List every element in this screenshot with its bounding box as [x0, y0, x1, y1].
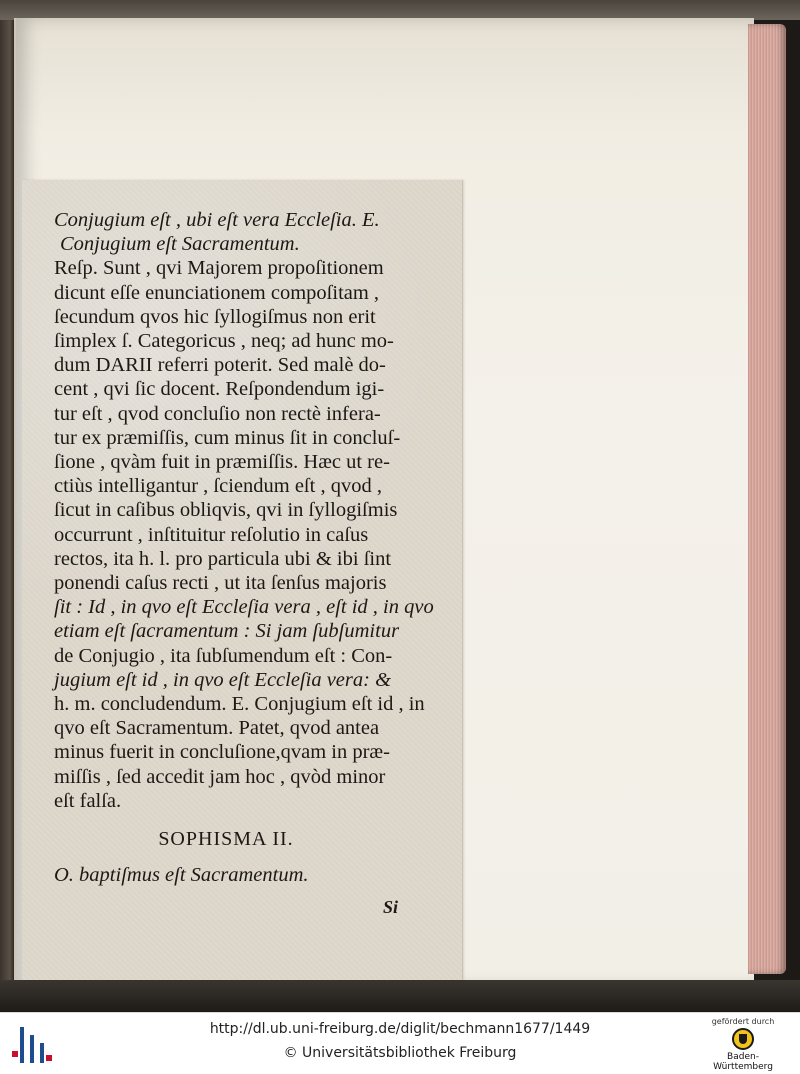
text-line: Reſp. Sunt , qvi Majorem propoſitionem: [54, 257, 384, 280]
catchword: Si: [382, 897, 398, 918]
text-line: de Conjugio , ita ſubſumendum eſt : Con-: [54, 644, 393, 667]
text-line: tur ex præmiſſis, cum minus ſit in concluſ-: [54, 426, 401, 449]
funder-name: Baden-Württemberg: [713, 1052, 773, 1072]
permalink[interactable]: http://dl.ub.uni-freiburg.de/diglit/bechmann1677/1449: [209, 1021, 591, 1037]
printed-slip: [22, 180, 463, 980]
funder-label: gefördert durch: [711, 1017, 775, 1026]
text-line: ſicut in caſibus obliqvis, qvi in ſyllogiſmis: [54, 499, 398, 522]
text-line: ctiùs intelligantur , ſciendum eſt , qvod ,: [54, 475, 382, 498]
text-line: rectos, ita h. l. pro particula ubi & ibi ſint: [54, 547, 392, 570]
text-line: ſit : Id , in qvo eſt Eccleſia vera , eſt id , in qvo: [54, 596, 434, 619]
section-heading: SOPHISMA II.: [158, 828, 294, 851]
text-line: cent , qvi ſic docent. Reſpondendum igi-: [54, 378, 385, 401]
page-text: [54, 208, 434, 920]
state-emblem-icon: [732, 1028, 754, 1050]
text-line: occurrunt , inſtituitur reſolutio in caſus: [54, 523, 369, 546]
text-line: miſſis , ſed accedit jam hoc , qvòd minor: [54, 765, 386, 788]
page-edges: [748, 24, 786, 974]
text-line: h. m. concludendum. E. Conjugium eſt id , in: [54, 693, 425, 716]
text-line: jugium eſt id , in qvo eſt Eccleſia vera: &: [54, 668, 392, 691]
text-line: ſione , qvàm fuit in præmiſſis. Hæc ut re-: [54, 451, 390, 474]
copyright-notice: © Universitätsbibliothek Freiburg: [283, 1045, 517, 1061]
text-line: Conjugium eſt Sacramentum.: [60, 233, 300, 256]
text-line: ponendi caſus recti , ut ita ſenſus majoris: [54, 572, 387, 595]
text-line: eſt falſa.: [54, 789, 122, 812]
text-line: qvo eſt Sacramentum. Patet, qvod antea: [54, 717, 380, 740]
text-line: etiam eſt ſacramentum : Si jam ſubſumitur: [54, 620, 400, 643]
text-line: dum DARII referri poterit. Sed malè do-: [54, 354, 386, 377]
text-line: minus fuerit in concluſione,qvam in præ-: [54, 741, 390, 764]
text-line: ſecundum qvos hic ſyllogiſmus non erit: [54, 305, 376, 328]
text-line: O. baptiſmus eſt Sacramentum.: [54, 864, 309, 887]
text-line: Conjugium eſt , ubi eſt vera Eccleſia. E.: [54, 209, 380, 231]
text-line: dicunt eſſe enunciationem compoſitam ,: [54, 281, 380, 304]
binding-top: [0, 0, 800, 20]
footer-bar: [0, 1012, 800, 1074]
funder-badge: [698, 1017, 788, 1071]
text-line: ſimplex ſ. Categoricus , neq; ad hunc mo-: [54, 330, 394, 353]
binding-bottom: [0, 980, 800, 1012]
text-line: tur eſt , qvod concluſio non rectè infera-: [54, 402, 381, 425]
